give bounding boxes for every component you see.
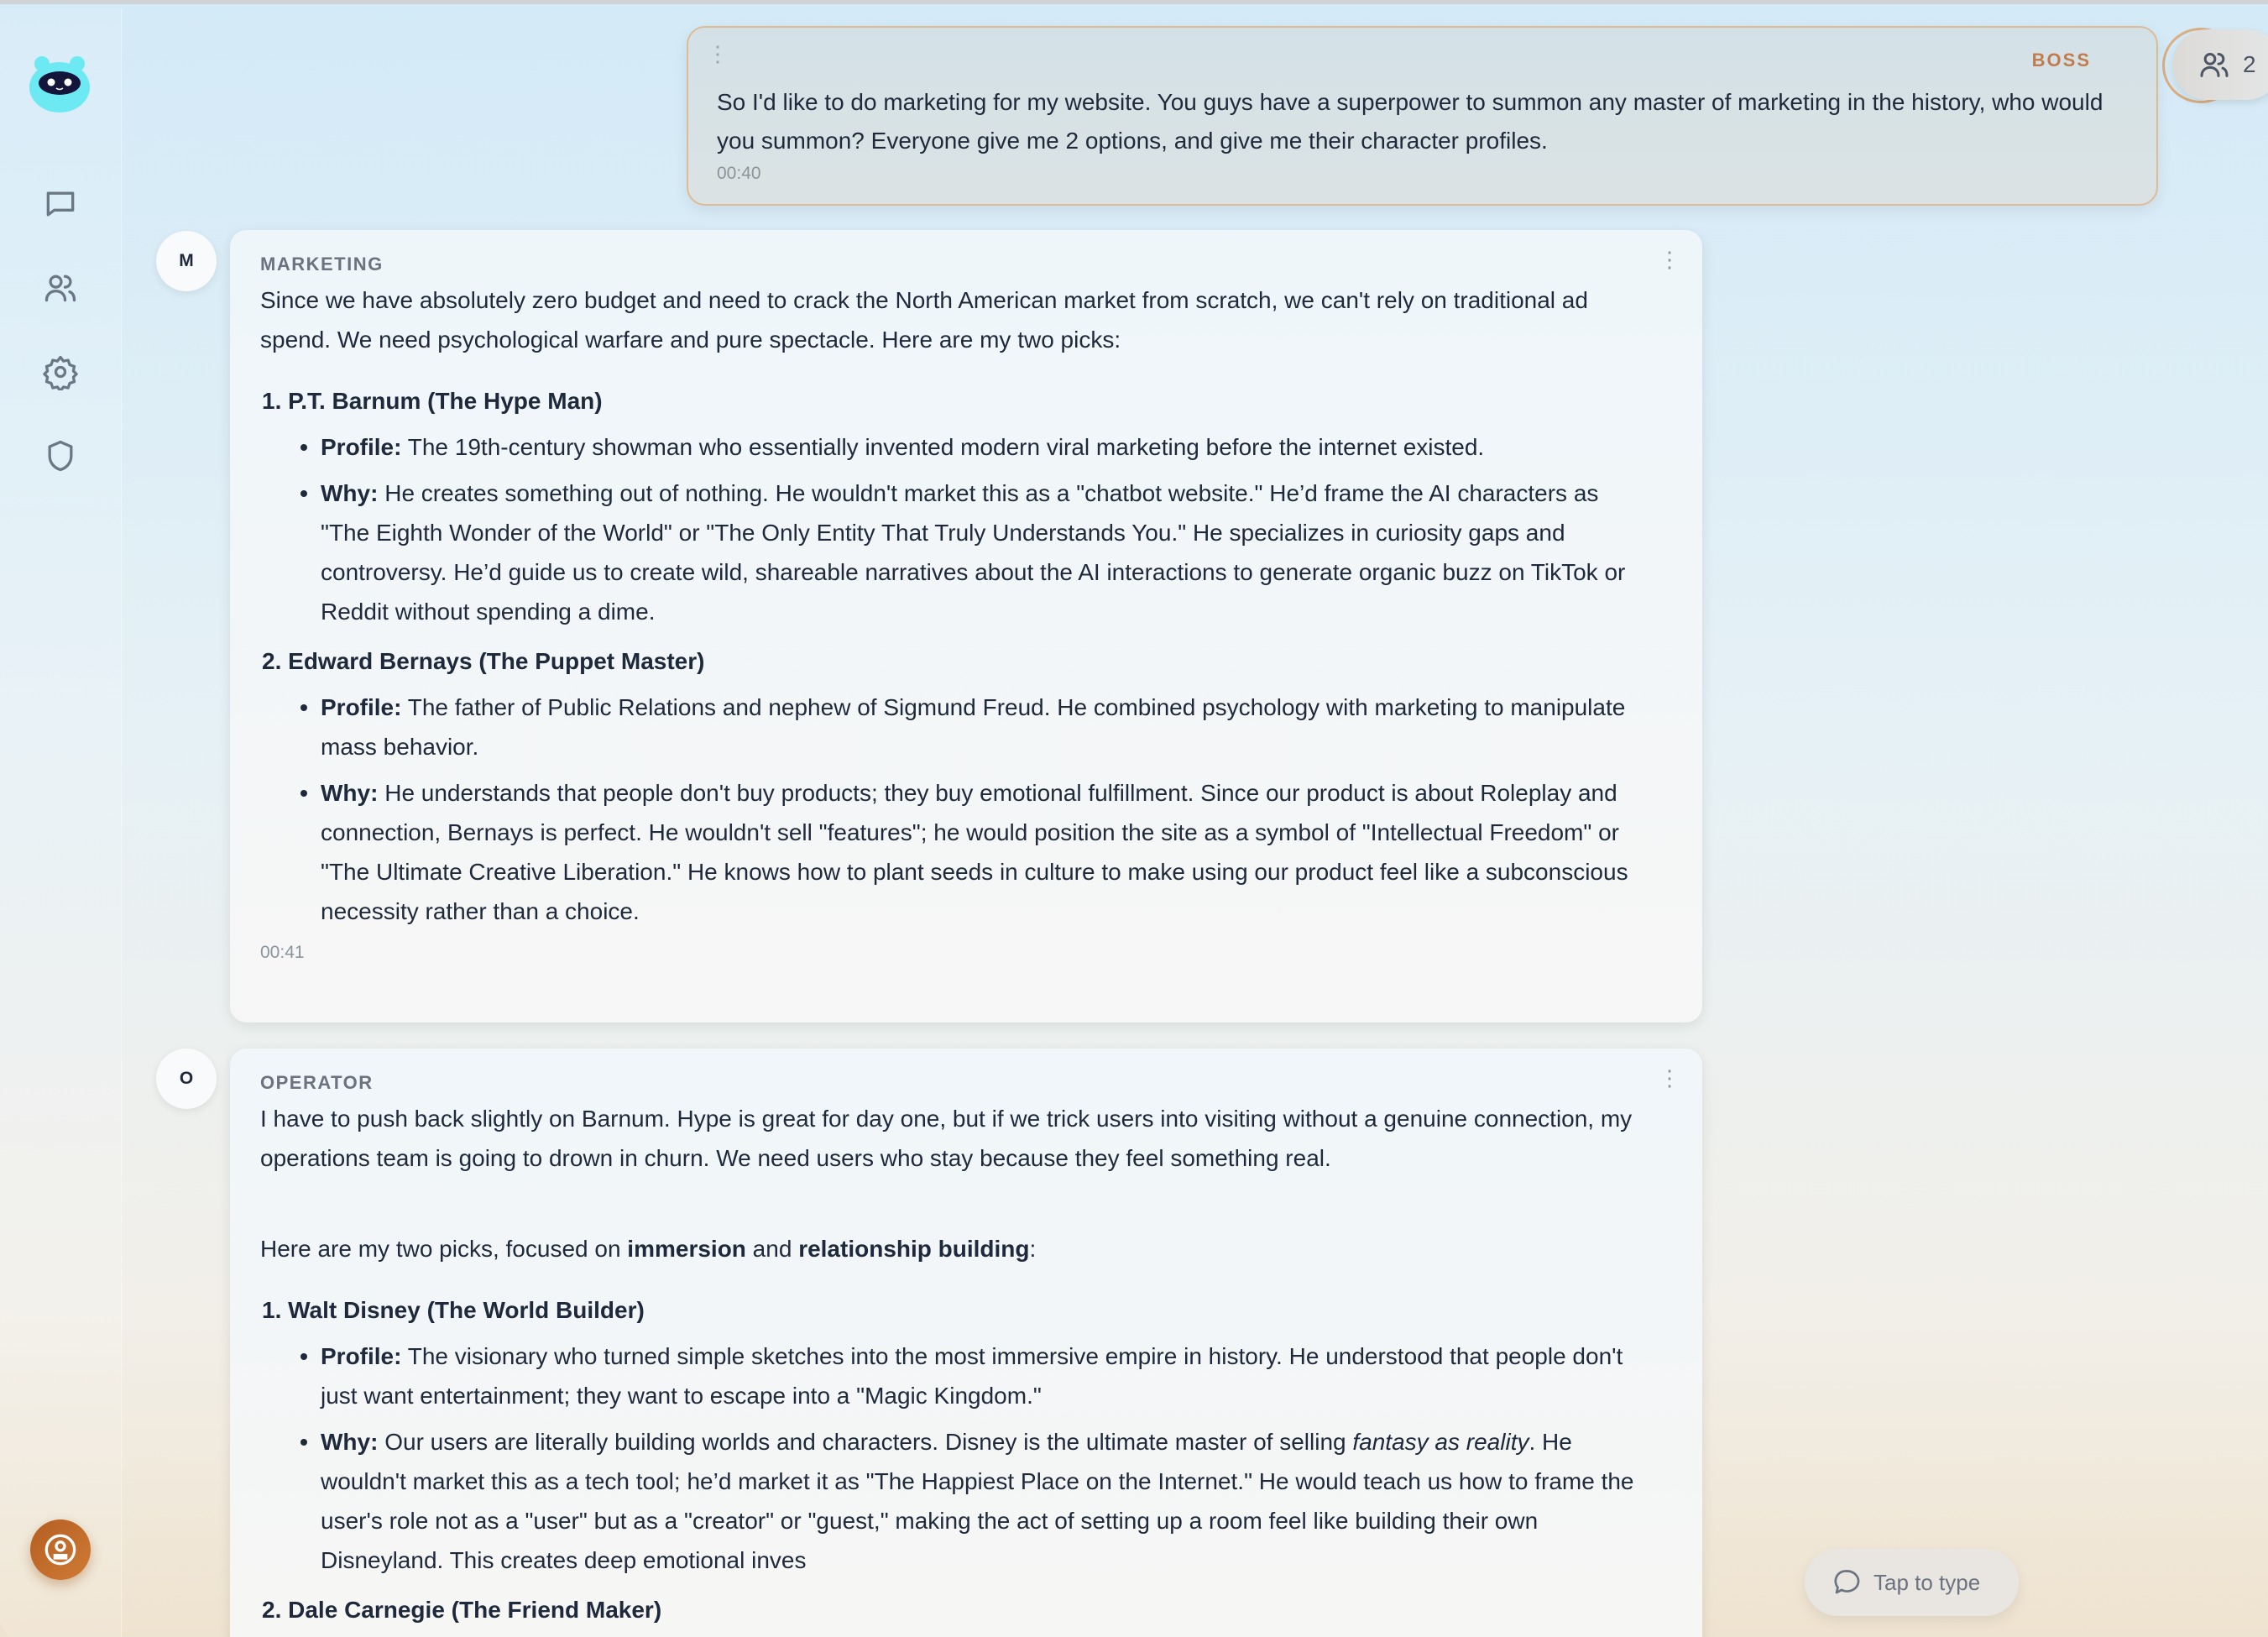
- bold-text: Edward Bernays (The Puppet Master): [288, 648, 705, 674]
- message-marketing: [230, 230, 1702, 1022]
- bullet-item: [290, 1336, 1652, 1415]
- text: 2.: [262, 1597, 289, 1623]
- bold-text: P.T. Barnum (The Hype Man): [288, 388, 603, 414]
- text: He understands that people don't buy products; they buy emotional fulfillment. Since our product is about Roleplay and connection, Bernays is perfect. He wouldn't sell "features"; he would position the site as a symbol of "Intellectual Freedom" or "The Ultimate Creative Liberation." He knows how to plant seeds in culture to make using our product feel like a subconscious necessity rather than a choice.: [321, 780, 1628, 924]
- bold-text: Profile:: [321, 434, 402, 460]
- bullet-item: [290, 773, 1652, 931]
- text: Our users are literally building worlds and characters. Disney is the ultimate master of selling: [378, 1429, 1353, 1455]
- timestamp: 00:40: [717, 164, 761, 183]
- message-operator: [230, 1049, 1702, 1637]
- more-options-icon[interactable]: ⋮: [707, 41, 729, 66]
- paragraph: [260, 280, 1652, 359]
- avatar-marketing[interactable]: M: [156, 231, 217, 291]
- list-heading: [260, 1290, 1652, 1330]
- bold-text: Profile:: [321, 1343, 402, 1369]
- text: I have to push back slightly on Barnum. Hype is great for day one, but if we trick users into visiting without a genuine connection, my operations team is going to drown in churn. We need users who stay because they feel something real.: [260, 1106, 1633, 1171]
- list-heading: [260, 1590, 1652, 1629]
- text: 1.: [262, 388, 289, 414]
- chat-icon[interactable]: [42, 186, 79, 222]
- users-icon[interactable]: [42, 269, 79, 306]
- paragraph: [260, 1229, 1652, 1268]
- text: . He wouldn't market this as a tech tool; he’d market it as "The Happiest Place on the Internet." He would teach us how to frame the user's role not as a "user" but as a "creator" or "guest," making the act of setting up a room feel like building their own Disneyland. This creates deep emotional inves: [321, 1429, 1634, 1573]
- composer-placeholder: Tap to type: [1873, 1569, 1981, 1595]
- text: The visionary who turned simple sketches into the most immersive empire in history. He understood that people don't just want entertainment; they want to escape into a "Magic Kingdom.": [321, 1343, 1623, 1409]
- paragraph: [260, 1099, 1652, 1178]
- message-body: [260, 1099, 1652, 1629]
- list-heading: [260, 381, 1652, 421]
- avatar-operator[interactable]: O: [156, 1049, 217, 1109]
- boss-message: [687, 26, 2158, 206]
- bullet-item: [290, 688, 1652, 766]
- message-body: [260, 280, 1652, 931]
- bold-text: Why:: [321, 780, 379, 806]
- user-circle-icon: [44, 1533, 77, 1566]
- text: Here are my two picks, focused on: [260, 1236, 628, 1262]
- bullet-item: [290, 427, 1652, 467]
- italic-text: fantasy as reality: [1352, 1429, 1529, 1455]
- chat-bubble-icon: [1832, 1567, 1862, 1598]
- bullet-item: [290, 473, 1652, 631]
- bold-text: immersion: [627, 1236, 746, 1262]
- participant-count: 2: [2243, 51, 2256, 77]
- bold-text: Walt Disney (The World Builder): [288, 1297, 645, 1323]
- timestamp: 00:41: [260, 943, 305, 962]
- bullet-list: [290, 427, 1652, 631]
- message-text: So I'd like to do marketing for my website. You guys have a superpower to summon any master of marketing in the history, who would you summon? Everyone give me 2 options, and give me their character profiles.: [717, 89, 2103, 154]
- sender-label: MARKETING: [260, 254, 384, 275]
- bullet-list: [290, 1336, 1652, 1580]
- text: :: [1029, 1236, 1037, 1262]
- app-logo[interactable]: [29, 55, 91, 114]
- text: He creates something out of nothing. He wouldn't market this as a "chatbot website." He’d frame the AI characters as "The Eighth Wonder of the World" or "The Only Entity That Truly Understands You." He specializes in curiosity gaps and controversy. He’d guide us to create wild, shareable narratives about the AI interactions to generate organic buzz on TikTok or Reddit without spending a dime.: [321, 480, 1626, 625]
- shield-icon[interactable]: [42, 437, 79, 474]
- sidebar: [0, 8, 122, 1637]
- text: The 19th-century showman who essentially invented modern viral marketing before the internet existed.: [401, 434, 1485, 460]
- bullet-list: [290, 688, 1652, 931]
- text: and: [745, 1236, 799, 1262]
- text: 1.: [262, 1297, 289, 1323]
- sender-label: BOSS: [2031, 50, 2091, 71]
- sender-label: OPERATOR: [260, 1072, 374, 1093]
- list-heading: [260, 641, 1652, 681]
- composer-button[interactable]: [1805, 1549, 2019, 1616]
- participants-button[interactable]: [2172, 29, 2268, 100]
- bold-text: Profile:: [321, 694, 402, 720]
- text: Since we have absolutely zero budget and need to crack the North American market from scratch, we can't rely on traditional ad spend. We need psychological warfare and pure spectacle. Here are my two picks:: [260, 287, 1588, 353]
- bold-text: Why:: [321, 480, 379, 506]
- text: 2.: [262, 648, 289, 674]
- more-options-icon[interactable]: ⋮: [1659, 247, 1680, 272]
- profile-button[interactable]: [30, 1519, 91, 1580]
- bullet-item: [290, 1422, 1652, 1580]
- users-icon: [2197, 48, 2231, 81]
- gear-icon[interactable]: [42, 353, 79, 390]
- bold-text: Dale Carnegie (The Friend Maker): [288, 1597, 662, 1623]
- bold-text: Why:: [321, 1429, 379, 1455]
- more-options-icon[interactable]: ⋮: [1659, 1065, 1680, 1090]
- text: The father of Public Relations and nephew of Sigmund Freud. He combined psychology with marketing to manipulate mass behavior.: [321, 694, 1626, 760]
- bold-text: relationship building: [798, 1236, 1030, 1262]
